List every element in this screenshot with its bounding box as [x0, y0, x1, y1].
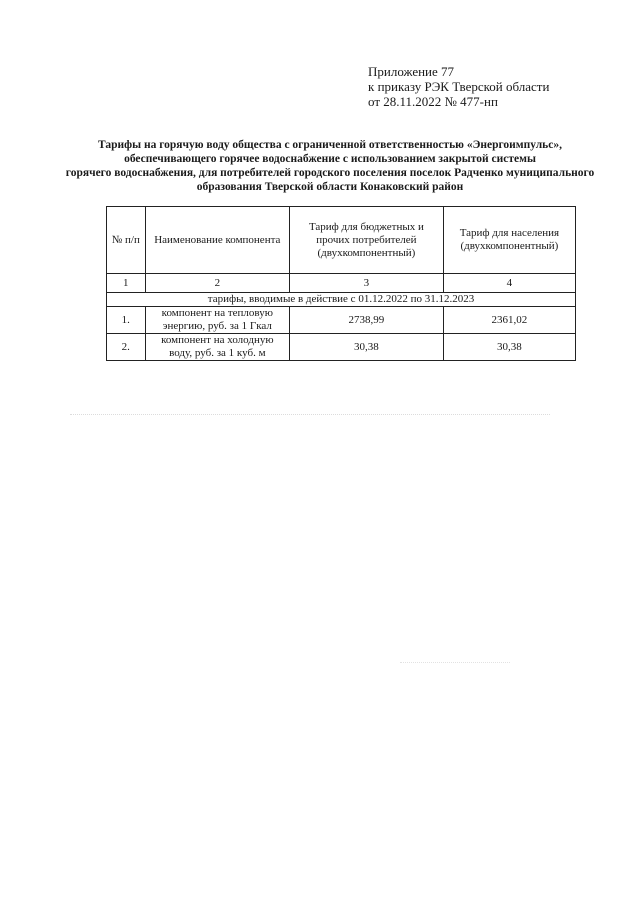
- table-header-row: [107, 207, 576, 274]
- table-row: [107, 334, 576, 361]
- column-number-2: 2: [145, 274, 289, 293]
- period-row: [107, 293, 576, 307]
- appendix-order-date: от 28.11.2022 № 477-нп: [368, 94, 498, 109]
- scan-artifact: [70, 414, 550, 415]
- title-line-3: горячего водоснабжения, для потребителей городского поселения поселок Радченко муниципального: [65, 167, 595, 179]
- document-title: [40, 138, 620, 194]
- column-number-1: 1: [107, 274, 146, 293]
- scan-artifact: [400, 662, 510, 663]
- appendix-number: Приложение 77: [368, 64, 455, 79]
- row-number: 2.: [107, 334, 146, 361]
- title-line-1: Тарифы на горячую воду общества с ограниченной ответственностью «Энергоимпульс»,: [98, 139, 562, 151]
- period-label: тарифы, вводимые в действие с 01.12.2022 по 31.12.2023: [107, 293, 576, 307]
- header-component: Наименование компонента: [145, 207, 289, 274]
- column-number-4: 4: [443, 274, 575, 293]
- header-budget-tariff: Тариф для бюджетных и прочих потребителей (двухкомпонентный): [290, 207, 444, 274]
- header-population-tariff: Тариф для населения (двухкомпонентный): [443, 207, 575, 274]
- appendix-header: [368, 64, 628, 109]
- title-line-2: обеспечивающего горячее водоснабжение с использованием закрытой системы: [124, 153, 536, 165]
- header-number: № п/п: [107, 207, 146, 274]
- column-numbers-row: [107, 274, 576, 293]
- column-number-3: 3: [290, 274, 444, 293]
- row-component: компонент на холодную воду, руб. за 1 куб. м: [145, 334, 289, 361]
- row-population-tariff: 2361,02: [443, 307, 575, 334]
- table-row: [107, 307, 576, 334]
- row-population-tariff: 30,38: [443, 334, 575, 361]
- title-line-4: образования Тверской области Конаковский район: [196, 181, 464, 193]
- row-budget-tariff: 2738,99: [290, 307, 444, 334]
- appendix-order-ref: к приказу РЭК Тверской области: [368, 79, 550, 94]
- row-component: компонент на тепловую энергию, руб. за 1 Гкал: [145, 307, 289, 334]
- row-number: 1.: [107, 307, 146, 334]
- tariff-table: [106, 206, 576, 361]
- row-budget-tariff: 30,38: [290, 334, 444, 361]
